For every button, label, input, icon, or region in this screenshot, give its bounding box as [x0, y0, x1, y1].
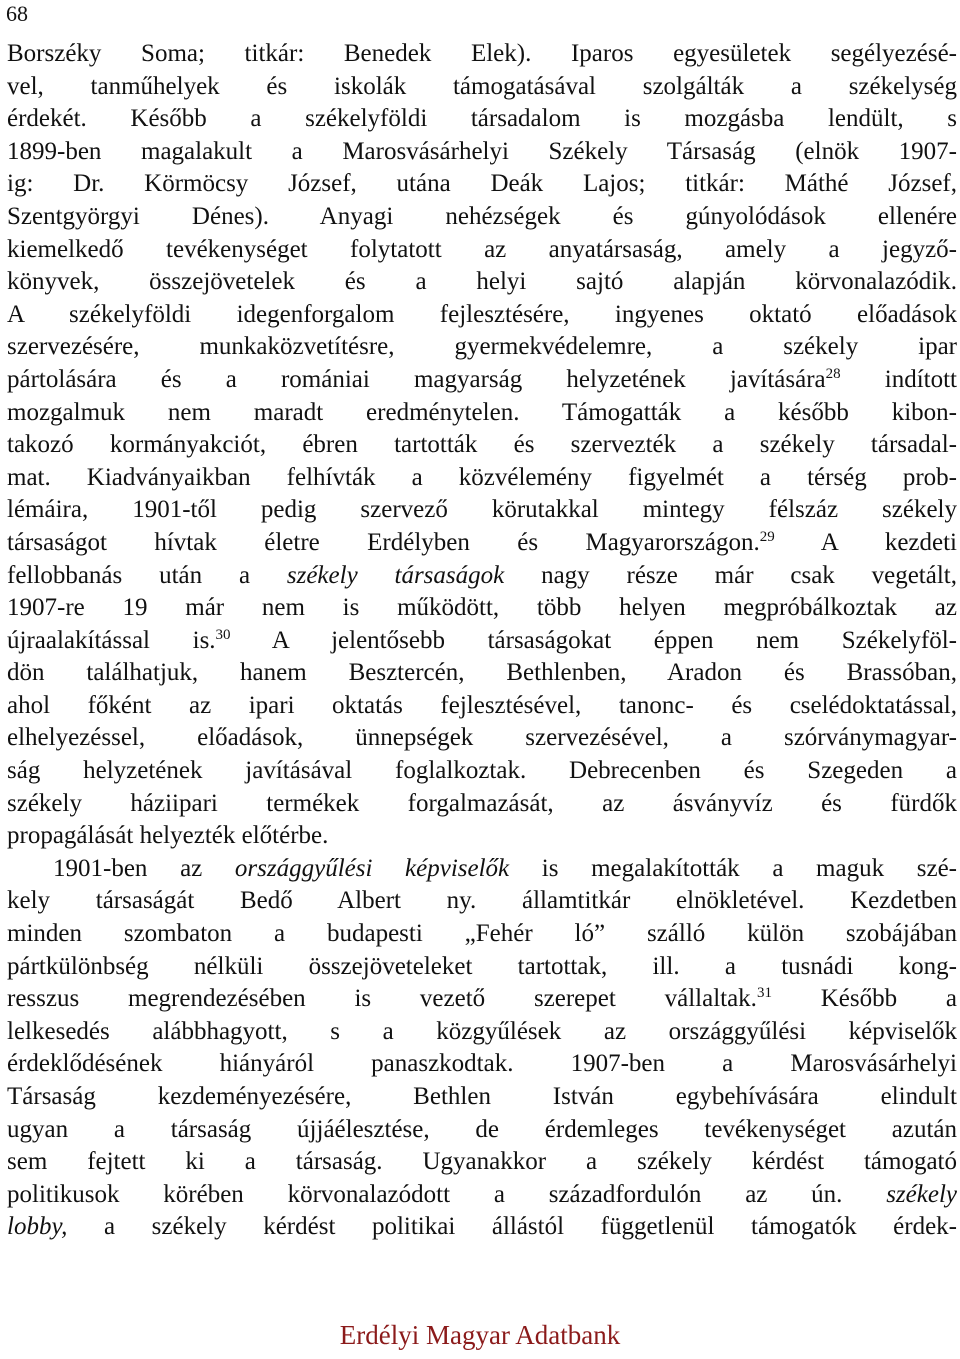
italic-term: székely társaságok [286, 561, 505, 589]
text-line [7, 853, 957, 886]
text-line: érdeklődésének hiányáról panaszkodtak. 1907-ben a Marosvásárhelyi [7, 1050, 957, 1078]
text-line: vel, tanműhelyek és iskolák támogatásával szolgálták a székelység [7, 72, 957, 100]
footer-watermark: Erdélyi Magyar Adatbank [339, 1320, 621, 1350]
text-segment: nagy része már csak vegetált, [504, 561, 957, 589]
text-line: takozó kormányakciót, ébren tartották és szervezték a székely társadal- [7, 431, 957, 459]
text-line: elhelyezéssel, előadások, ünnepségek szervezésével, a szórványmagyar- [7, 724, 957, 752]
text-segment: indított [840, 365, 957, 393]
text-line: dön találhatjuk, hanem Besztercén, Bethlenben, Aradon és Brassóban, [7, 659, 957, 687]
text-line [7, 560, 957, 593]
text-segment: 1901-ben az [53, 854, 235, 882]
text-line [7, 364, 957, 397]
text-line [7, 1211, 957, 1244]
text-segment: újraalakítással is. [7, 626, 216, 654]
text-line: ahol főként az ipari oktatás fejlesztésével, tanonc- és cselédoktatással, [7, 691, 957, 719]
text-line [7, 983, 957, 1016]
text-segment: is megalakították a maguk szé- [509, 854, 957, 882]
footnote-marker: 31 [756, 985, 772, 1002]
text-line: Borszéky Soma; titkár: Benedek Elek). Iparos egyesületek segélyezésé- [7, 40, 957, 67]
text-line: szervezésére, munkaközvetítésre, gyermekvédelemre, a székely ipar [7, 333, 957, 361]
text-line: kely társaságát Bedő Albert ny. államtitkár elnökletével. Kezdetben [7, 887, 957, 915]
text-segment: Később a [771, 985, 957, 1013]
footnote-marker: 30 [215, 626, 231, 643]
text-line: 1899-ben magalakult a Marosvásárhelyi Székely Társaság (elnök 1907- [7, 137, 957, 165]
text-line: kiemelkedő tevékenységet folytatott az anyatársaság, amely a jegyző- [7, 235, 957, 263]
footnote-marker: 28 [825, 365, 841, 382]
footnote-marker: 29 [759, 528, 775, 545]
text-line: minden szombaton a budapesti „Fehér ló” szálló külön szobájában [7, 920, 957, 948]
text-line: sem fejtett ki a társaság. Ugyanakkor a székely kérdést támogató [7, 1148, 957, 1176]
text-segment: társaságot hívtak életre Erdélyben és Magyarországon. [7, 528, 760, 556]
text-segment: A kezdeti [774, 528, 957, 556]
italic-term: lobby, [7, 1213, 68, 1241]
text-line: érdekét. Később a székelyföldi társadalom is mozgásba lendült, s [7, 105, 957, 133]
text-line: mat. Kiadványaikban felhívták a közvélemény figyelmét a térség prob- [7, 463, 957, 491]
text-line: székely háziipari termékek forgalmazását, az ásványvíz és fürdők [7, 789, 957, 817]
text-line [7, 625, 957, 658]
text-segment: politikusok körében körvonalazódott a századfordulón az ún. [7, 1180, 887, 1208]
text-segment: pártolására és a romániai magyarság helyzetének javítására [7, 365, 826, 393]
text-segment: fellobbanás után a [7, 561, 287, 589]
italic-term: országgyűlési képviselők [234, 854, 510, 882]
text-line: propagálását helyezték előtérbe. [7, 822, 329, 850]
text-line: ság helyzetének javításával foglalkoztak. Debrecenben és Szegeden a [7, 757, 957, 785]
text-line: könyvek, összejövetelek és a helyi sajtó alapján körvonalazódik. [7, 268, 957, 296]
text-line: ig: Dr. Körmöcsy József, utána Deák Lajos; titkár: Máthé József, [7, 170, 957, 198]
text-line: 1907-re 19 már nem is működött, több helyen megpróbálkoztak az [7, 594, 957, 622]
text-line: lémáira, 1901-től pedig szervező körutakkal mintegy félszáz székely [7, 496, 957, 524]
text-body [7, 38, 957, 1244]
text-line: ugyan a társaság újjáélesztése, de érdemleges tevékenységet azután [7, 1115, 957, 1143]
text-line: pártkülönbség nélküli összejöveteleket tartottak, ill. a tusnádi kong- [7, 952, 957, 980]
text-line: lelkesedés alábbhagyott, s a közgyűlések az országgyűlési képviselők [7, 1017, 957, 1045]
text-line [7, 1179, 957, 1212]
text-line: Társaság kezdeményezésére, Bethlen István egybehívására elindult [7, 1083, 957, 1110]
italic-term: székely [886, 1180, 957, 1208]
text-segment: a székely kérdést politikai állástól függetlenül támogatók érdek- [67, 1213, 957, 1241]
text-line [7, 527, 957, 560]
text-line: Szentgyörgyi Dénes). Anyagi nehézségek és gúnyolódások ellenére [7, 202, 957, 230]
text-segment: A jelentősebb társaságokat éppen nem Székelyföl- [230, 626, 957, 654]
text-segment: resszus megrendezésében is vezető szerepet vállaltak. [7, 985, 757, 1013]
text-line: A székelyföldi idegenforgalom fejlesztésére, ingyenes oktató előadások [7, 300, 957, 328]
text-line: mozgalmuk nem maradt eredménytelen. Támogatták a később kibon- [7, 398, 957, 426]
page-number: 68 [6, 1, 28, 26]
